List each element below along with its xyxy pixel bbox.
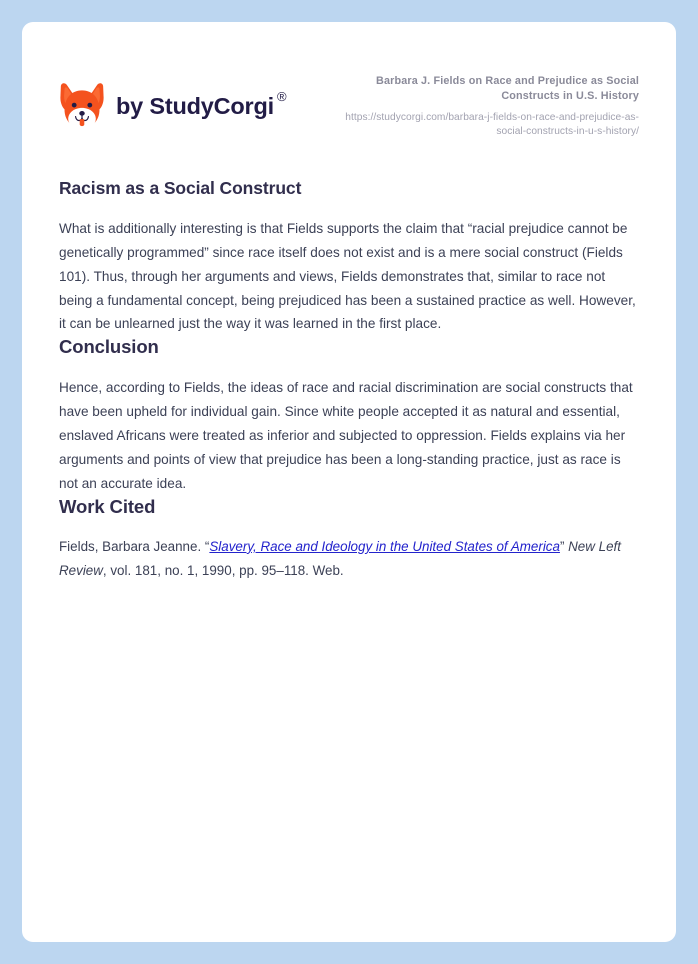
citation-author: Fields, Barbara Jeanne. <box>59 538 205 554</box>
section-heading-work-cited: Work Cited <box>59 495 156 517</box>
registered-trademark-icon: ® <box>277 88 287 104</box>
citation-details: , vol. 181, no. 1, 1990, pp. 95–118. Web. <box>102 562 344 578</box>
corgi-face-icon <box>59 82 105 130</box>
brand-wordmark <box>116 88 287 119</box>
section-heading-conclusion: Conclusion <box>59 336 159 358</box>
citation-entry <box>59 535 639 583</box>
document-title: Barbara J. Fields on Race and Prejudice as Social Constructs in U.S. History <box>376 75 639 102</box>
citation-quote-close: ” <box>559 538 569 554</box>
brand-logo <box>59 68 286 130</box>
document-header <box>59 58 639 140</box>
citation-journal: New Left Review <box>59 538 621 578</box>
brand-wordmark-text: by StudyCorgi <box>116 92 274 119</box>
paragraph-racism: What is additionally interesting is that Fields supports the claim that “racial prejudice cannot be genetically programmed” since race itself does not exist and is a mere social construct (Fields 101). Thus, through her arguments and views, Fields demonstrates that, similar to race not being a fundamental concept, being prejudiced has been a sustained practice as well. However, it can be unlearned just the way it was learned in the first place. <box>59 220 636 332</box>
citation-article-link[interactable]: Slavery, Race and Ideology in the United States of America <box>209 538 560 554</box>
document-paper <box>22 22 676 942</box>
citation-quote-open: “ <box>204 538 210 554</box>
document-url[interactable]: https://studycorgi.com/barbara-j-fields-on-race-and-prejudice-as-social-constructs-in-u-s-history/ <box>345 111 639 138</box>
section-heading-racism: Racism as a Social Construct <box>59 177 302 198</box>
paragraph-conclusion: Hence, according to Fields, the ideas of race and racial discrimination are social constructs that have been upheld for individual gain. Since white people accepted it as natural and essential, enslaved Africans were treated as inferior and subjected to oppression. Fields explains via her arguments and points of view that prejudice has been a long-standing practice, just as race is not an accurate idea. <box>59 380 633 492</box>
document-content <box>59 140 639 583</box>
header-meta <box>339 68 639 140</box>
